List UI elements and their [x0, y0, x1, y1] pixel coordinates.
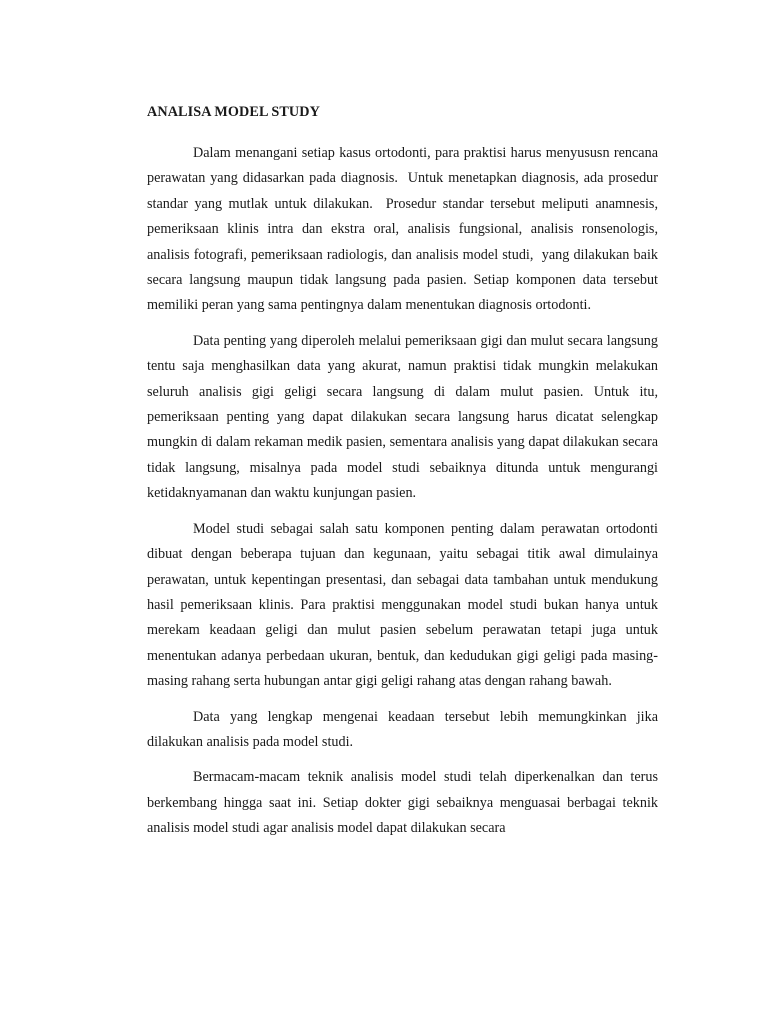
paragraph-2: Data penting yang diperoleh melalui pemeriksaan gigi dan mulut secara langsung tentu saja menghasilkan data yang akurat, namun praktisi tidak mungkin melakukan seluruh analisis gigi geligi secara langsung di dalam mulut pasien. Untuk itu, pemeriksaan penting yang dapat dilakukan secara langsung harus dicatat selengkap mungkin di dalam rekaman medik pasien, sementara analisis yang dapat dilakukan secara tidak langsung, misalnya pada model studi sebaiknya ditunda untuk mengurangi ketidaknyamanan dan waktu kunjungan pasien. — [147, 332, 662, 502]
paragraph-3: Model studi sebagai salah satu komponen penting dalam perawatan ortodonti dibuat dengan beberapa tujuan dan kegunaan, yaitu sebagai titik awal dimulainya perawatan, untuk kepentingan presentasi, dan sebagai data tambahan untuk mendukung hasil pemeriksaan klinis. Para praktisi menggunakan model studi bukan hanya untuk merekam keadaan geligi dan mulut pasien sebelum perawatan tetapi juga untuk menentukan adanya perbedaan ukuran, bentuk, dan kedudukan gigi geligi pada masing-masing rahang serta hubungan antar gigi geligi rahang atas dengan rahang bawah. — [147, 520, 662, 690]
document-body — [147, 101, 662, 852]
paragraph-1: Dalam menangani setiap kasus ortodonti, para praktisi harus menyususn rencana perawatan yang didasarkan pada diagnosis. Untuk menetapkan diagnosis, ada prosedur standar yang mutlak untuk dilakukan. Prosedur standar tersebut meliputi anamnesis, pemeriksaan klinis intra dan ekstra oral, analisis fungsional, analisis ronsenologis, analisis fotografi, pemeriksaan radiologis, dan analisis model studi, yang dilakukan baik secara langsung maupun tidak langsung pada pasien. Setiap komponen data tersebut memiliki peran yang sama pentingnya dalam menentukan diagnosis ortodonti. — [147, 145, 662, 314]
paragraph-4: Data yang lengkap mengenai keadaan tersebut lebih memungkinkan jika dilakukan analisis pada model studi. — [147, 708, 662, 750]
document-title: ANALISA MODEL STUDY — [147, 104, 320, 120]
paragraph-5: Bermacam-macam teknik analisis model studi telah diperkenalkan dan terus berkembang hingga saat ini. Setiap dokter gigi sebaiknya menguasai berbagai teknik analisis model studi agar analisis model dapat dilakukan secara — [147, 769, 662, 837]
